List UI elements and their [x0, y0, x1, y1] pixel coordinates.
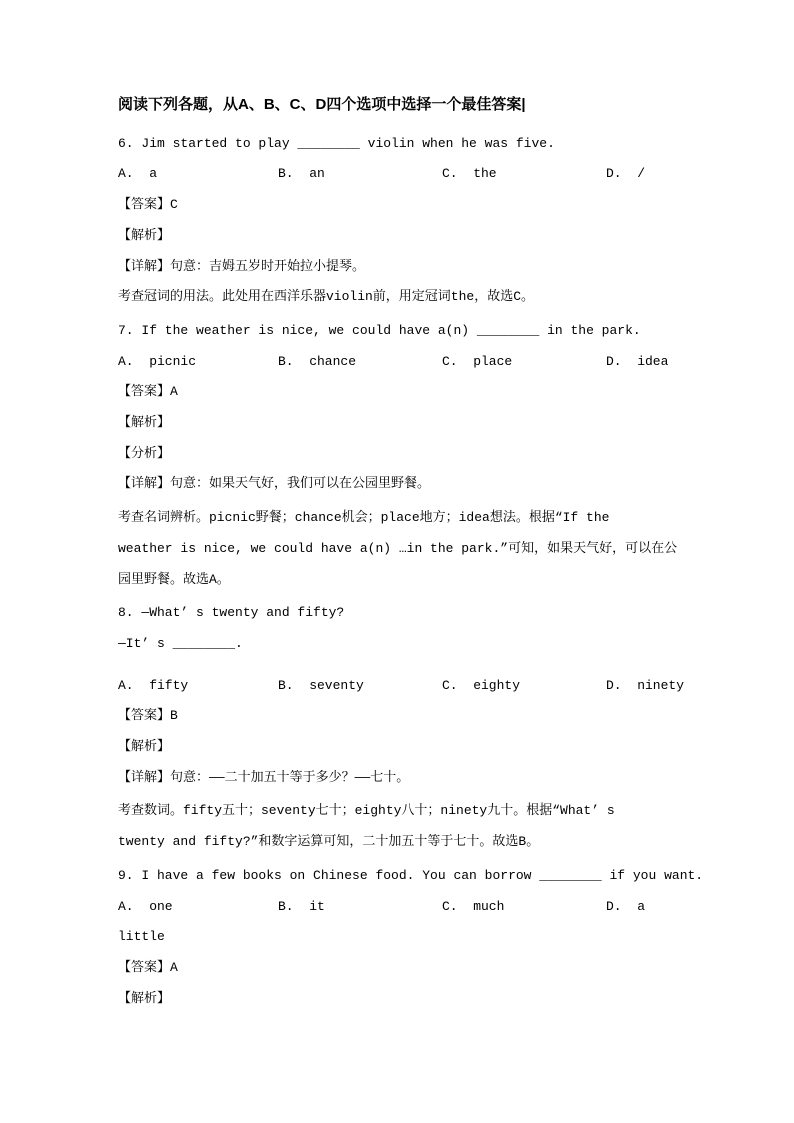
- option-b: B. chance: [278, 353, 357, 369]
- question-8-options: [118, 671, 685, 702]
- option-d: D. /: [606, 166, 646, 182]
- option-b: B. an: [278, 166, 325, 182]
- option-c: C. much: [442, 898, 505, 914]
- question-7-answer: 【答案】A: [118, 384, 178, 400]
- question-8-answer: 【答案】B: [118, 708, 178, 724]
- question-8-explanation-line2: twenty and fifty?”和数字运算可知，二十加五十等于七十。故选B。: [118, 834, 540, 850]
- question-7-explanation-line1: 考查名词辨析。picnic野餐；chance机会；place地方；idea想法。根据“If the: [118, 510, 610, 526]
- option-d: D. idea: [606, 353, 669, 369]
- question-7-explanation-line3: 园里野餐。故选A。: [118, 571, 230, 587]
- question-8-stem-line1: 8. —What’ s twenty and fifty?: [118, 605, 345, 621]
- question-9-options: [118, 892, 678, 923]
- question-7-fenxi-label: 【分析】: [118, 445, 171, 461]
- question-9-option-d-wrap: little: [118, 929, 165, 945]
- option-d: D. a: [606, 898, 646, 914]
- question-6-analysis-label: 【解析】: [118, 227, 171, 243]
- question-6-explanation: 考查冠词的用法。此处用在西洋乐器violin前，用定冠词the，故选C。: [118, 289, 535, 305]
- question-9-stem: 9. I have a few books on Chinese food. You can borrow ________ if you want.: [118, 867, 704, 883]
- option-b: B. seventy: [278, 677, 364, 693]
- document-content: [118, 90, 704, 1014]
- question-6-answer: 【答案】C: [118, 197, 178, 213]
- exam-instruction: 阅读下列各题，从A、B、C、D四个选项中选择一个最佳答案|: [118, 96, 526, 113]
- question-7-explanation-line2: weather is nice, we could have a(n) …in the park.”可知，如果天气好，可以在公: [118, 540, 678, 556]
- option-a: A. a: [118, 166, 158, 182]
- question-6-options: [118, 159, 678, 190]
- option-a: A. one: [118, 898, 173, 914]
- option-c: C. place: [442, 353, 513, 369]
- question-8-analysis-label: 【解析】: [118, 739, 171, 755]
- question-8-detail: 【详解】句意：——二十加五十等于多少？——七十。: [118, 769, 410, 785]
- question-7-detail: 【详解】句意：如果天气好，我们可以在公园里野餐。: [118, 476, 431, 492]
- option-d: D. ninety: [606, 677, 685, 693]
- option-a: A. fifty: [118, 677, 189, 693]
- question-8-stem-line2: —It’ s ________.: [118, 635, 243, 651]
- question-6-stem: 6. Jim started to play ________ violin when he was five.: [118, 135, 555, 151]
- question-9-analysis-label: 【解析】: [118, 990, 171, 1006]
- question-9-answer: 【答案】A: [118, 959, 178, 975]
- question-7-analysis-label: 【解析】: [118, 415, 171, 431]
- question-8-explanation-line1: 考查数词。fifty五十；seventy七十；eighty八十；ninety九十。根据“What’ s: [118, 803, 615, 819]
- option-b: B. it: [278, 898, 325, 914]
- question-7-stem: 7. If the weather is nice, we could have a(n) ________ in the park.: [118, 322, 641, 338]
- question-7-options: [118, 347, 678, 378]
- question-6-detail: 【详解】句意：吉姆五岁时开始拉小提琴。: [118, 258, 366, 274]
- option-c: C. the: [442, 166, 497, 182]
- option-c: C. eighty: [442, 677, 521, 693]
- option-a: A. picnic: [118, 353, 197, 369]
